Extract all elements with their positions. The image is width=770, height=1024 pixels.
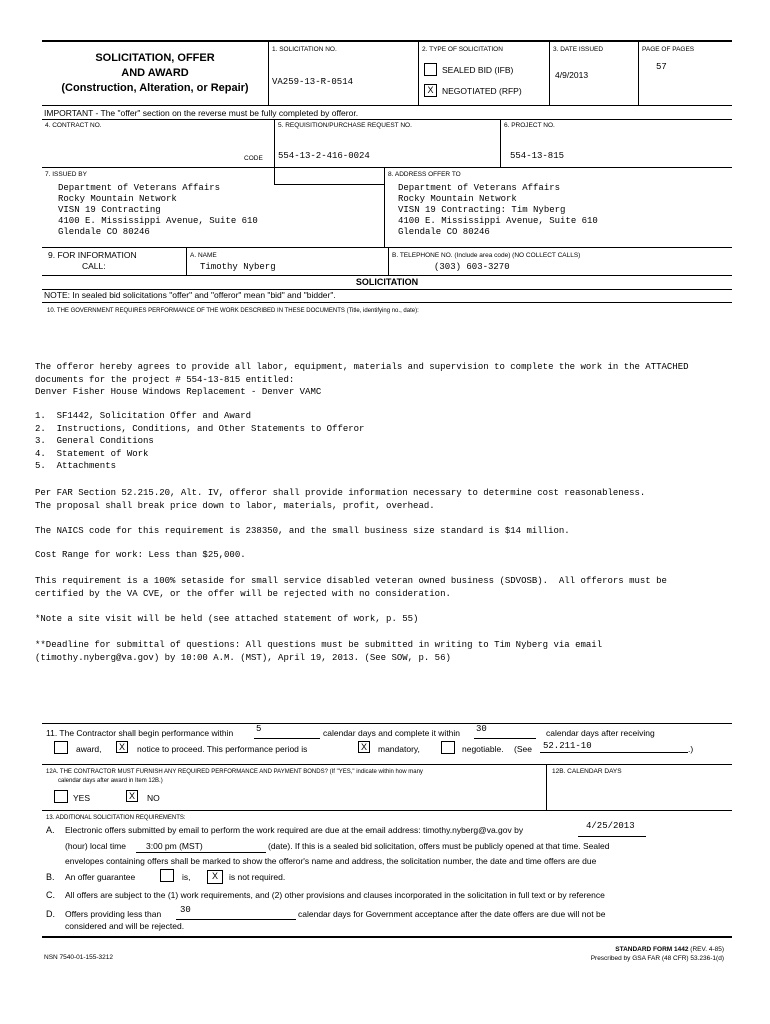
negotiated-label: NEGOTIATED (RFP) (442, 86, 522, 96)
complete-days-value: 30 (476, 724, 487, 734)
solicitation-type-label: 2. TYPE OF SOLICITATION (422, 46, 503, 53)
for-information-label: 9. FOR INFORMATION CALL: (48, 250, 137, 271)
project-no: 554-13-815 (510, 151, 565, 161)
block10-label: 10. THE GOVERNMENT REQUIRES PERFORMANCE OF THE WORK DESCRIBED IN THESE DOCUMENTS (Title, identifying no., date): (47, 308, 419, 314)
contact-phone: (303) 603-3270 (434, 262, 510, 272)
guarantee-not-required-label: is not required. (229, 872, 286, 882)
code-label: CODE (244, 155, 263, 162)
award-label: award, (76, 744, 102, 754)
see-clause-value: 52.211-10 (543, 741, 592, 751)
item-c-text: All offers are subject to the (1) work requirements, and (2) other provisions and clauses incorporated in the solicitation in full text or by reference (65, 890, 605, 900)
block13-label: 13. ADDITIONAL SOLICITATION REQUIREMENTS: (46, 815, 186, 821)
setaside-paragraph: This requirement is a 100% setaside for small service disabled veteran owned business (SDVOSB). All offerors must be certified by the VA CVE, or the offer will be rejected with no consideration. (35, 576, 667, 599)
requisition-label: 5. REQUISITION/PURCHASE REQUEST NO. (278, 122, 412, 129)
award-checkbox[interactable] (54, 741, 68, 754)
questions-deadline: **Deadline for submittal of questions: All questions must be submitted in writing to Tim Nyberg via email (timothy.nyberg@va.gov) by 10:00 A.M. (MST), April 19, 2013. (See SOW, p. 56) (35, 640, 603, 663)
item-a-line3: envelopes containing offers shall be marked to show the offeror's name and address, the solicitation number, the date and time offers are due (65, 856, 597, 866)
solicitation-heading: SOLICITATION (355, 277, 419, 287)
site-visit-note: *Note a site visit will be held (see attached statement of work, p. 55) (35, 614, 419, 624)
block12a-label-2: calendar days after award in Item 12B.) (58, 778, 163, 784)
page-count: 57 (656, 62, 667, 72)
notice-to-proceed-checkbox[interactable]: X (116, 741, 128, 753)
nsn-number: NSN 7540-01-155-3212 (44, 954, 114, 961)
document-list: 1. SF1442, Solicitation Offer and Award 2. Instructions, Conditions, and Other Statements to Offeror 3. General Conditions 4. Statement of Work 5. Attachments (35, 411, 365, 471)
item-a-line2-start: (hour) local time (65, 841, 126, 851)
negotiated-checkbox[interactable]: X (424, 84, 437, 97)
acceptance-days-value: 30 (180, 905, 191, 915)
offer-due-time: 3:00 pm (MST) (146, 841, 203, 851)
mandatory-label: mandatory, (378, 744, 420, 754)
important-note: IMPORTANT - The "offer" section on the reverse must be fully completed by offeror. (44, 108, 359, 118)
bonds-yes-checkbox[interactable] (54, 790, 68, 803)
item-a-text: Electronic offers submitted by email to perform the work required are due at the email address: timothy.nyberg@va.gov by (65, 825, 524, 835)
address-offer-label: 8. ADDRESS OFFER TO (388, 171, 461, 178)
offer-due-date: 4/25/2013 (586, 821, 635, 831)
solicitation-no-label: 1. SOLICITATION NO. (272, 46, 337, 53)
item-a-line2-end: (date). If this is a sealed bid solicitation, offers must be publicly opened at that time. Sealed (268, 841, 610, 851)
guarantee-is-checkbox[interactable] (160, 869, 174, 882)
telephone-label: B. TELEPHONE NO. (Include area code) (NO COLLECT CALLS) (392, 252, 581, 259)
pages-label: PAGE OF PAGES (642, 46, 695, 53)
far-paragraph: Per FAR Section 52.215.20, Alt. IV, offeror shall provide information necessary to determine cost reasonableness. The proposal shall break price down to labor, materials, profit, overhead. (35, 488, 646, 511)
cost-range: Cost Range for work: Less than $25,000. (35, 550, 246, 560)
negotiable-checkbox[interactable] (441, 741, 455, 754)
address-offer-to: Department of Veterans Affairs Rocky Mountain Network VISN 19 Contracting: Tim Nyberg 4100 E. Mississippi Avenue, Suite 610 Glendale CO 80246 (398, 183, 598, 237)
guarantee-is-label: is, (182, 872, 191, 882)
issued-by-label: 7. ISSUED BY (45, 171, 87, 178)
item-d-prefix: D. (46, 909, 55, 919)
see-label: (See (514, 744, 532, 754)
contact-name: Timothy Nyberg (200, 262, 276, 272)
issued-by-address: Department of Veterans Affairs Rocky Mountain Network VISN 19 Contracting 4100 E. Mississippi Avenue, Suite 610 Glendale CO 80246 (58, 183, 258, 237)
bonds-no-checkbox[interactable]: X (126, 790, 138, 802)
naics-paragraph: The NAICS code for this requirement is 238350, and the small business size standard is $14 million. (35, 526, 570, 536)
date-issued: 4/9/2013 (555, 70, 589, 80)
see-end: .) (688, 744, 694, 754)
contract-no-label: 4. CONTRACT NO. (45, 122, 102, 129)
item-b-prefix: B. (46, 872, 55, 882)
notice-to-proceed-label: notice to proceed. This performance period is (137, 744, 308, 754)
scope-paragraph: The offeror hereby agrees to provide all labor, equipment, materials and supervision to complete the work in the ATTACHED documents for the project # 554-13-815 entitled: Denver Fisher House Windows Replacement - Denver VAMC (35, 362, 689, 397)
sealed-bid-checkbox[interactable] (424, 63, 437, 76)
name-label: A. NAME (190, 252, 217, 259)
project-no-label: 6. PROJECT NO. (504, 122, 555, 129)
block12a-label: 12A. THE CONTRACTOR MUST FURNISH ANY REQUIRED PERFORMANCE AND PAYMENT BONDS? (If "YES," indicate within how many (46, 769, 423, 775)
item-d-text: Offers providing less than (65, 909, 162, 919)
block11-text2: calendar days and complete it within (323, 728, 461, 738)
bonds-yes-label: YES (73, 793, 91, 803)
form-title: SOLICITATION, OFFER AND AWARD (Construction, Alteration, or Repair) (61, 52, 249, 94)
guarantee-not-required-checkbox[interactable]: X (207, 870, 223, 884)
bottom-rule (42, 936, 732, 938)
solicitation-no: VA259-13-R-0514 (272, 77, 354, 87)
begin-days-value: 5 (256, 724, 262, 734)
sealed-bid-label: SEALED BID (IFB) (442, 65, 514, 75)
date-issued-label: 3. DATE ISSUED (553, 46, 604, 53)
mandatory-checkbox[interactable]: X (358, 741, 370, 753)
negotiable-label: negotiable. (462, 744, 504, 754)
sealed-bid-note: NOTE: In sealed bid solicitations "offer" and "offeror" mean "bid" and "bidder". (44, 290, 336, 300)
block12b-label: 12B. CALENDAR DAYS (552, 768, 622, 775)
item-c-prefix: C. (46, 890, 55, 900)
bonds-no-label: NO (147, 793, 160, 803)
form-id: STANDARD FORM 1442 (REV. 4-85) Prescribed by GSA FAR (48 CFR) 53.236-1(d) (590, 946, 724, 962)
item-d-text2: calendar days for Government acceptance after the date offers are due will not be (298, 909, 606, 919)
item-d-text3: considered and will be rejected. (65, 921, 185, 931)
item-b-text: An offer guarantee (65, 872, 136, 882)
requisition-no: 554-13-2-416-0024 (278, 151, 370, 161)
item-a-prefix: A. (46, 825, 55, 835)
block11-text1: 11. The Contractor shall begin performance within (46, 728, 234, 738)
top-rule (42, 40, 732, 42)
block11-text3: calendar days after receiving (546, 728, 655, 738)
